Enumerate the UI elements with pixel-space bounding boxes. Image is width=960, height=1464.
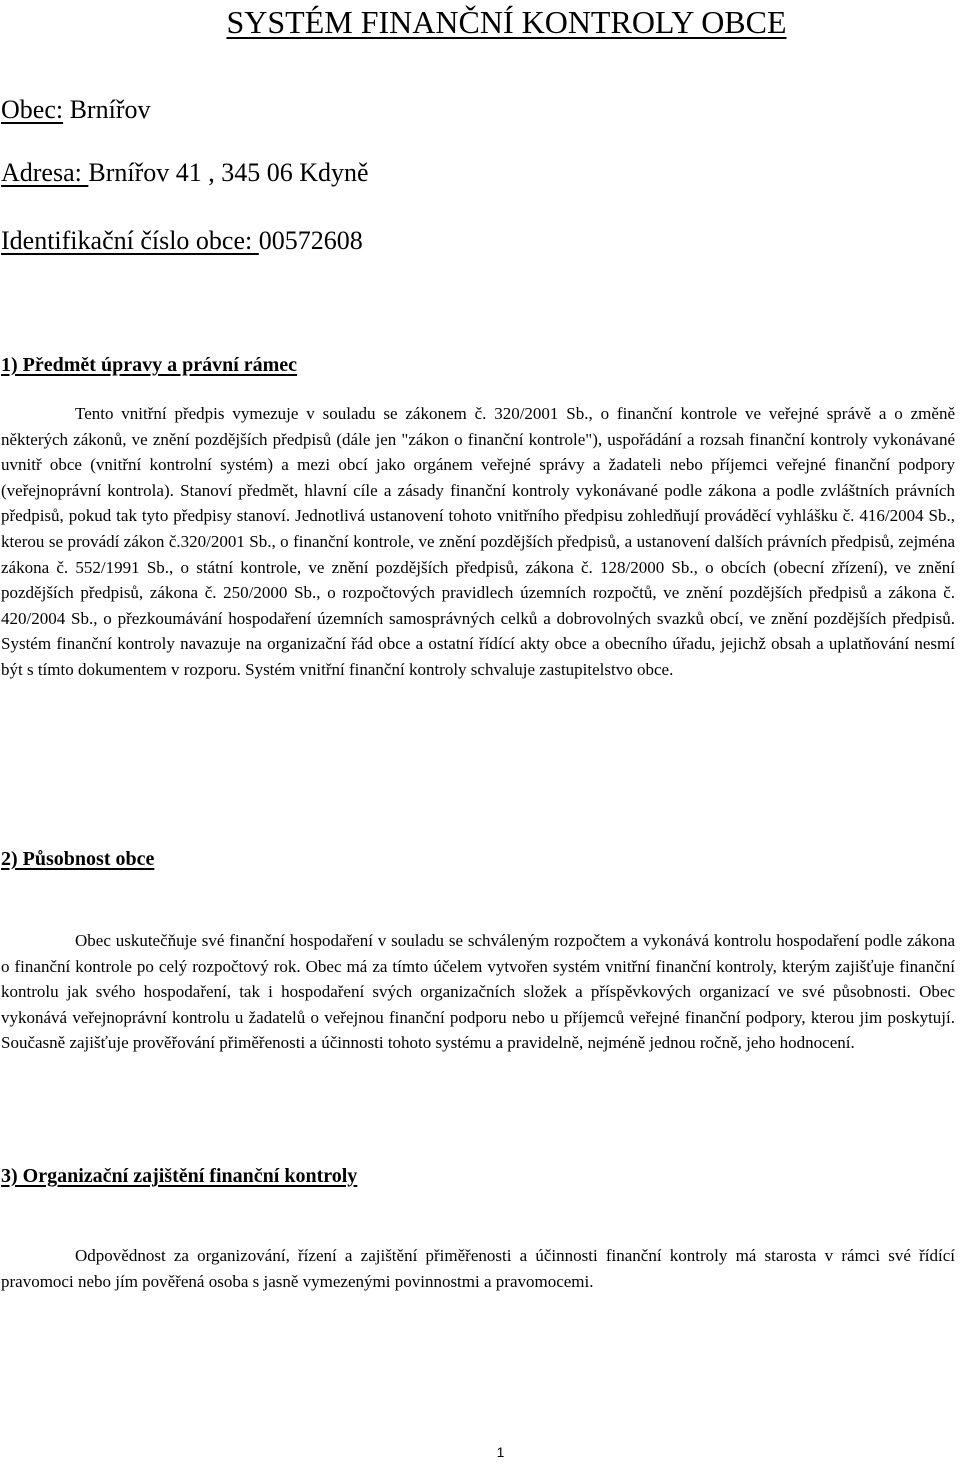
adresa-value: Brnířov 41 , 345 06 Kdyně	[88, 158, 369, 187]
section-2-heading: 2) Působnost obce	[1, 848, 155, 870]
ic-label: Identifikační číslo obce:	[1, 226, 259, 255]
obec-label: Obec:	[1, 95, 64, 124]
section-1-heading: 1) Předmět úpravy a právní rámec	[1, 354, 298, 376]
ic-value: 00572608	[258, 226, 363, 255]
section-3-heading: 3) Organizační zajištění finanční kontroly	[1, 1165, 358, 1187]
section-3-text: Odpovědnost za organizování, řízení a zajištění přiměřenosti a účinnosti finanční kontroly má starosta v rámci své řídící pravomoci nebo jím pověřená osoba s jasně vymezenými povinnostmi a pravomocemi.	[1, 1246, 955, 1291]
section-1-text: Tento vnitřní předpis vymezuje v souladu se zákonem č. 320/2001 Sb., o finanční kontrole ve veřejné správě a o změně některých zákonů, ve znění pozdějších předpisů (dále jen "zákon o finanční kontrole"), uspořádání a rozsah finanční kontroly vykonávané uvnitř obce (vnitřní kontrolní systém) a mezi obcí jako orgánem veřejné správy a žadateli nebo příjemci veřejné finanční podpory (veřejnoprávní kontrola). Stanoví předmět, hlavní cíle a zásady finanční kontroly vykonávané podle zákona a podle zvláštních právních předpisů, pokud tak tyto předpisy stanoví. Jednotlivá ustanovení tohoto vnitřního předpisu zohledňují prováděcí vyhlášku č. 416/2004 Sb., kterou se provádí zákon č.320/2001 Sb., o finanční kontrole, ve znění pozdějších předpisů, a ustanovení dalších právních předpisů, zejména zákona č. 552/1991 Sb., o státní kontrole, ve znění pozdějších předpisů, zákona č. 128/2000 Sb., o obcích (obecní zřízení), ve znění pozdějších předpisů, zákona č. 250/2000 Sb., o rozpočtových pravidlech územních rozpočtů, ve znění pozdějších předpisů a zákona č. 420/2004 Sb., o přezkoumávání hospodaření územních samosprávných celků a dobrovolných svazků obcí, ve znění pozdějších předpisů. Systém finanční kontroly navazuje na organizační řád obce a ostatní řídící akty obce a obecního úřadu, jejichž obsah a uplatňování nesmí být s tímto dokumentem v rozporu. Systém vnitřní finanční kontroly schvaluje zastupitelstvo obce.	[1, 404, 955, 679]
section-2-text: Obec uskutečňuje své finanční hospodaření v souladu se schváleným rozpočtem a vykonává kontrolu hospodaření podle zákona o finanční kontrole po celý rozpočtový rok. Obec má za tímto účelem vytvořen systém vnitřní finanční kontroly, kterým zajišťuje finanční kontrolu jak svého hospodaření, tak i hospodaření svých organizačních složek a příspěvkových organizací ve své působnosti. Obec vykonává veřejnoprávní kontrolu u žadatelů o veřejnou finanční podporu nebo u příjemců veřejné finanční podpory, kterou jim poskytují. Současně zajišťuje prověřování přiměřenosti a účinnosti tohoto systému a pravidelně, nejméně jednou ročně, jeho hodnocení.	[1, 931, 955, 1053]
ic-line	[1, 225, 363, 257]
adresa-label: Adresa:	[1, 158, 89, 187]
obec-value: Brnířov	[63, 95, 151, 124]
document-title: SYSTÉM FINANČNÍ KONTROLY OBCE	[226, 4, 787, 40]
page-number: 1	[496, 1444, 505, 1460]
adresa-line	[1, 157, 369, 189]
obec-line	[1, 94, 150, 126]
